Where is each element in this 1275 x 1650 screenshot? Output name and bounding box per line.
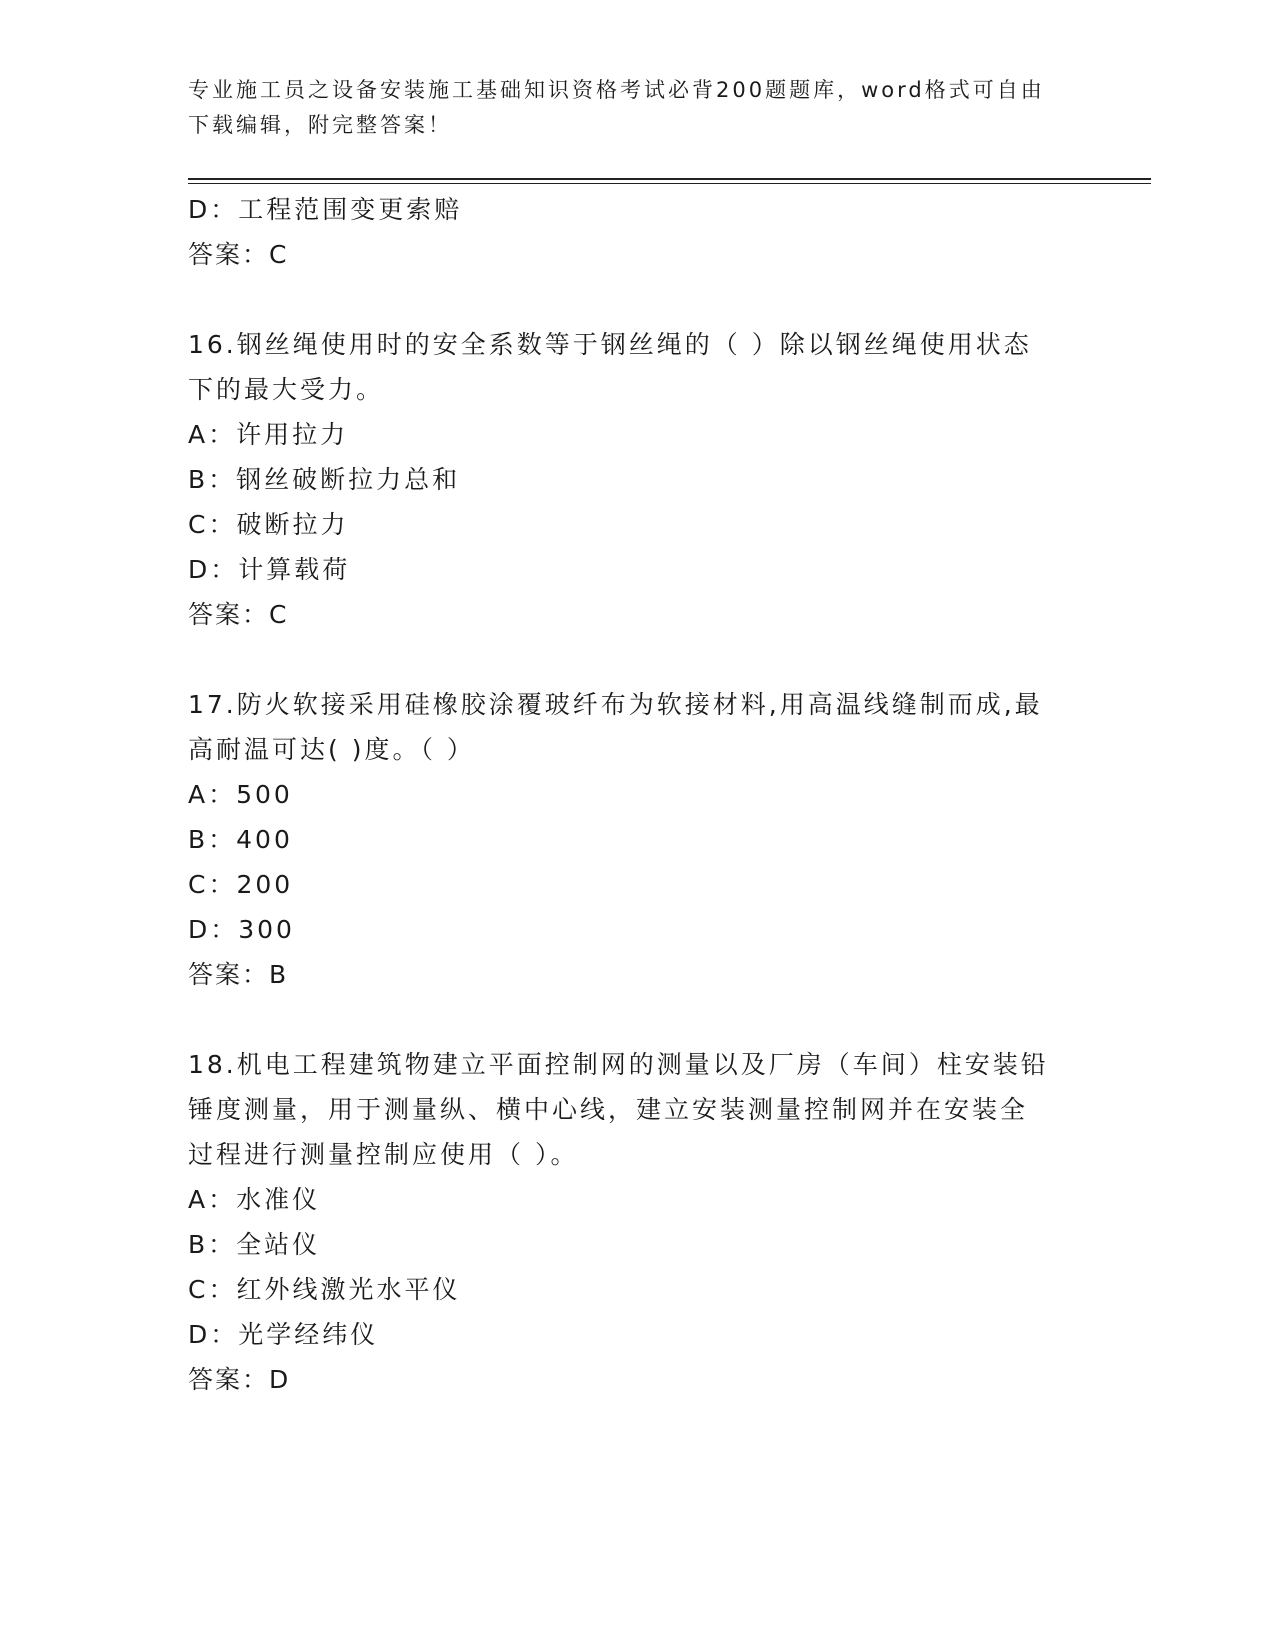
q16-option-b: B：钢丝破断拉力总和 bbox=[188, 465, 461, 494]
q17-option-c: C：200 bbox=[188, 870, 294, 899]
q17-stem-line-2: 高耐温可达( )度。（ ） bbox=[188, 735, 475, 764]
q18-stem-line-2: 锤度测量，用于测量纵、横中心线，建立安装测量控制网并在安装全 bbox=[188, 1095, 1029, 1124]
q17-stem-line-1: 17.防火软接采用硅橡胶涂覆玻纤布为软接材料,用高温线缝制而成,最 bbox=[188, 690, 1043, 719]
q18-option-d: D：光学经纬仪 bbox=[188, 1320, 379, 1349]
q17-option-d: D：300 bbox=[188, 915, 295, 944]
q17-option-b: B：400 bbox=[188, 825, 293, 854]
q16-option-c: C：破断拉力 bbox=[188, 510, 349, 539]
prev-answer: 答案：C bbox=[188, 240, 289, 269]
page-header bbox=[188, 73, 1088, 143]
header-divider-thick bbox=[188, 178, 1151, 180]
q16-stem-line-1: 16.钢丝绳使用时的安全系数等于钢丝绳的（ ）除以钢丝绳使用状态 bbox=[188, 330, 1032, 359]
prev-option-d: D：工程范围变更索赔 bbox=[188, 195, 463, 224]
q18-stem-line-1: 18.机电工程建筑物建立平面控制网的测量以及厂房（车间）柱安装铅 bbox=[188, 1050, 1049, 1079]
q18-answer: 答案：D bbox=[188, 1365, 291, 1394]
q18-stem-line-3: 过程进行测量控制应使用（ ）。 bbox=[188, 1140, 579, 1169]
q18-option-c: C：红外线激光水平仪 bbox=[188, 1275, 461, 1304]
q16-stem-line-2: 下的最大受力。 bbox=[188, 375, 385, 404]
header-divider-thin bbox=[188, 183, 1151, 184]
q16-option-d: D：计算载荷 bbox=[188, 555, 351, 584]
header-line-2: 下载编辑，附完整答案！ bbox=[188, 113, 452, 137]
q18-option-b: B：全站仪 bbox=[188, 1230, 321, 1259]
q16-answer: 答案：C bbox=[188, 600, 289, 629]
header-line-1: 专业施工员之设备安装施工基础知识资格考试必背200题题库，word格式可自由 bbox=[188, 78, 1045, 102]
q17-answer: 答案：B bbox=[188, 960, 289, 989]
q16-option-a: A：许用拉力 bbox=[188, 420, 349, 449]
q18-option-a: A：水准仪 bbox=[188, 1185, 321, 1214]
q17-option-a: A：500 bbox=[188, 780, 293, 809]
